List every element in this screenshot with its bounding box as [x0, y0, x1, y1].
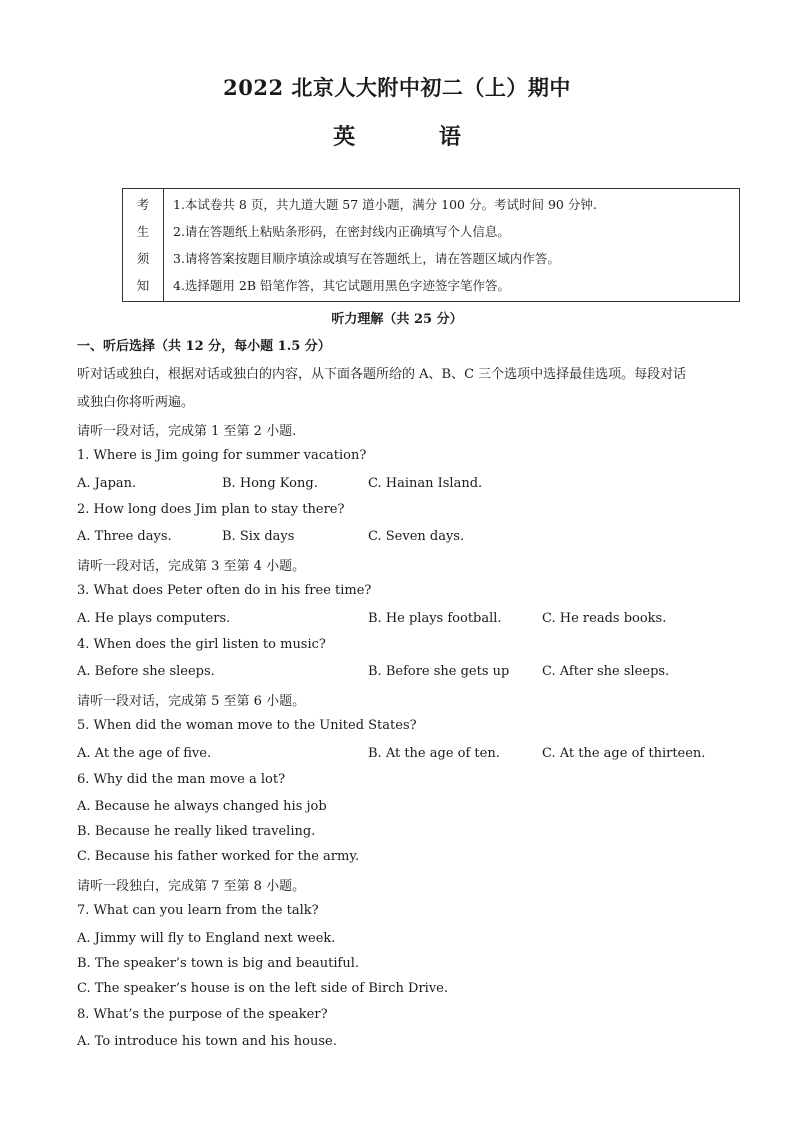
notice-row: 1.本试卷共 8 页，共九道大题 57 道小题，满分 100 分。考试时间 90 分钟. — [173, 197, 597, 212]
option-c: C. Because his father worked for the army. — [77, 849, 360, 864]
notice-side-char: 须 — [136, 251, 150, 266]
notice-row: 2.请在答题纸上粘贴条形码，在密封线内正确填写个人信息。 — [173, 224, 510, 239]
option-a: A. To introduce his town and his house. — [77, 1034, 337, 1049]
option-b: B. He plays football. — [368, 611, 502, 626]
exam-title: 2022 北京人大附中初二（上）期中 — [223, 75, 571, 100]
notice-row: 3.请将答案按题目顺序填涂或填写在答题纸上，请在答题区域内作答。 — [173, 251, 560, 266]
option-a: A. Before she sleeps. — [77, 664, 215, 679]
question: 4. When does the girl listen to music? — [77, 637, 326, 652]
option-a: A. Because he always changed his job — [77, 799, 327, 814]
question: 6. Why did the man move a lot? — [77, 772, 286, 787]
option-a: A. Jimmy will fly to England next week. — [77, 931, 336, 946]
question: 8. What’s the purpose of the speaker? — [77, 1007, 328, 1022]
option-c: C. At the age of thirteen. — [542, 746, 706, 761]
notice-box — [122, 188, 740, 302]
listening-prompt: 请听一段对话，完成第 1 至第 2 小题. — [77, 424, 297, 439]
listening-prompt: 请听一段对话，完成第 3 至第 4 小题。 — [77, 559, 306, 574]
notice-side-char: 考 — [136, 197, 150, 212]
option-b: B. At the age of ten. — [368, 746, 500, 761]
option-b: B. Hong Kong. — [222, 476, 318, 491]
question: 3. What does Peter often do in his free time? — [77, 583, 372, 598]
question: 2. How long does Jim plan to stay there? — [77, 502, 345, 517]
option-c: C. Seven days. — [368, 529, 465, 544]
section-heading: 一、听后选择（共 12 分，每小题 1.5 分） — [77, 339, 331, 354]
instructions: 听对话或独白，根据对话或独白的内容，从下面各题所给的 A、B、C 三个选项中选择最佳选项。每段对话 — [77, 367, 687, 382]
instructions: 或独白你将听两遍。 — [77, 395, 195, 410]
listening-prompt: 请听一段对话，完成第 5 至第 6 小题。 — [77, 694, 306, 709]
option-c: C. After she sleeps. — [542, 664, 670, 679]
notice-row: 4.选择题用 2B 铅笔作答，其它试题用黑色字迹签字笔作答。 — [173, 278, 511, 293]
question: 1. Where is Jim going for summer vacation? — [77, 448, 367, 463]
option-b: B. The speaker’s town is big and beautiful. — [77, 956, 359, 971]
notice-side-char: 生 — [136, 224, 150, 239]
notice-side-label — [123, 189, 164, 301]
option-a: A. At the age of five. — [77, 746, 212, 761]
question: 7. What can you learn from the talk? — [77, 903, 319, 918]
notice-side-char: 知 — [136, 278, 150, 293]
listening-heading: 听力理解（共 25 分） — [331, 312, 463, 327]
option-a: A. Japan. — [77, 476, 137, 491]
option-b: B. Before she gets up — [368, 664, 510, 679]
option-b: B. Because he really liked traveling. — [77, 824, 316, 839]
option-c: C. The speaker’s house is on the left side of Birch Drive. — [77, 981, 449, 996]
option-a: A. Three days. — [77, 529, 172, 544]
option-c: C. Hainan Island. — [368, 476, 483, 491]
question: 5. When did the woman move to the United States? — [77, 718, 417, 733]
subject-title: 英 语 — [333, 124, 499, 150]
option-b: B. Six days — [222, 529, 295, 544]
option-c: C. He reads books. — [542, 611, 667, 626]
listening-prompt: 请听一段独白，完成第 7 至第 8 小题。 — [77, 879, 306, 894]
option-a: A. He plays computers. — [77, 611, 231, 626]
